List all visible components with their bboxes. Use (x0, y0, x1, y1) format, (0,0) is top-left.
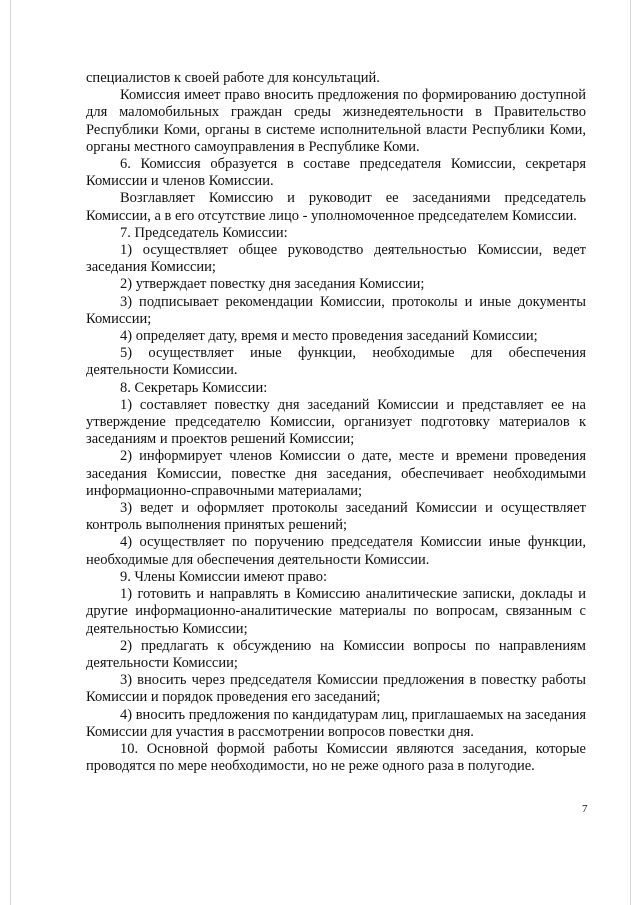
paragraph-7-item-4: 4) определяет дату, время и место проведения заседаний Комиссии; (120, 328, 538, 345)
paragraph-8-item-3: 3) ведет и оформляет протоколы заседаний Комиссии и осуществляет контроль выполнения принятых решений; (86, 500, 586, 534)
document-body (86, 70, 586, 775)
scan-edge-right (630, 0, 631, 905)
paragraph-7-item-2: 2) утверждает повестку дня заседания Комиссии; (120, 276, 425, 293)
scan-edge-left (10, 0, 11, 905)
paragraph-7-item-3: 3) подписывает рекомендации Комиссии, протоколы и иные документы Комиссии; (86, 293, 586, 327)
paragraph-7-item-5: 5) осуществляет иные функции, необходимые для обеспечения деятельности Комиссии. (86, 345, 586, 379)
paragraph-8-item-2: 2) информирует членов Комиссии о дате, месте и времени проведения заседания Комиссии, повестке дня заседания, обеспечивает необходимыми информационно-справочными материалами; (86, 448, 586, 499)
paragraph-7-item-1: 1) осуществляет общее руководство деятельностью Комиссии, ведет заседания Комиссии; (86, 242, 586, 276)
paragraph-8-item-1: 1) составляет повестку дня заседаний Комиссии и представляет ее на утверждение председателю Комиссии, организует подготовку материалов к заседаниям и проектов решений Комиссии; (86, 396, 586, 448)
paragraph-9-item-3: 3) вносить через председателя Комиссии предложения в повестку работы Комиссии и порядок проведения его заседаний; (86, 672, 586, 706)
paragraph-section-8-heading: 8. Секретарь Комиссии: (120, 379, 268, 396)
paragraph-section-10: 10. Основной формой работы Комиссии являются заседания, которые проводятся по мере необходимости, но не реже одного раза в полугодие. (86, 740, 586, 775)
paragraph-9-item-4: 4) вносить предложения по кандидатурам лиц, приглашаемых на заседания Комиссии для участия в рассмотрении вопросов повестки дня. (86, 706, 586, 740)
paragraph-9-item-2: 2) предлагать к обсуждению на Комиссии вопросы по направлениям деятельности Комиссии; (86, 637, 586, 671)
paragraph-section-9-heading: 9. Члены Комиссии имеют право: (120, 568, 328, 585)
page-number: 7 (582, 803, 588, 815)
paragraph-section-7-heading: 7. Председатель Комиссии: (120, 224, 288, 241)
paragraph-commission-rights: Комиссия имеет право вносить предложения по формированию доступной для маломобильных граждан среды жизнедеятельности в Правительство Республики Коми, органы в системе исполнительной власти Республики Коми, органы местного самоуправления в Республике Коми. (86, 87, 586, 155)
paragraph-9-item-1: 1) готовить и направлять в Комиссию аналитические записки, доклады и другие информационно-аналитические материалы по вопросам, связанным с деятельностью Комиссии; (86, 586, 586, 637)
paragraph-continuation: специалистов к своей работе для консультаций. (86, 70, 380, 86)
paragraph-section-6: 6. Комиссия образуется в составе председателя Комиссии, секретаря Комиссии и членов Комиссии. (86, 156, 586, 190)
paragraph-8-item-4: 4) осуществляет по поручению председателя Комиссии иные функции, необходимые для обеспечения деятельности Комиссии. (86, 534, 586, 568)
paragraph-chairman-leads: Возглавляет Комиссию и руководит ее заседаниями председатель Комиссии, а в его отсутствие лицо - уполномоченное председателем Комиссии. (86, 190, 586, 224)
